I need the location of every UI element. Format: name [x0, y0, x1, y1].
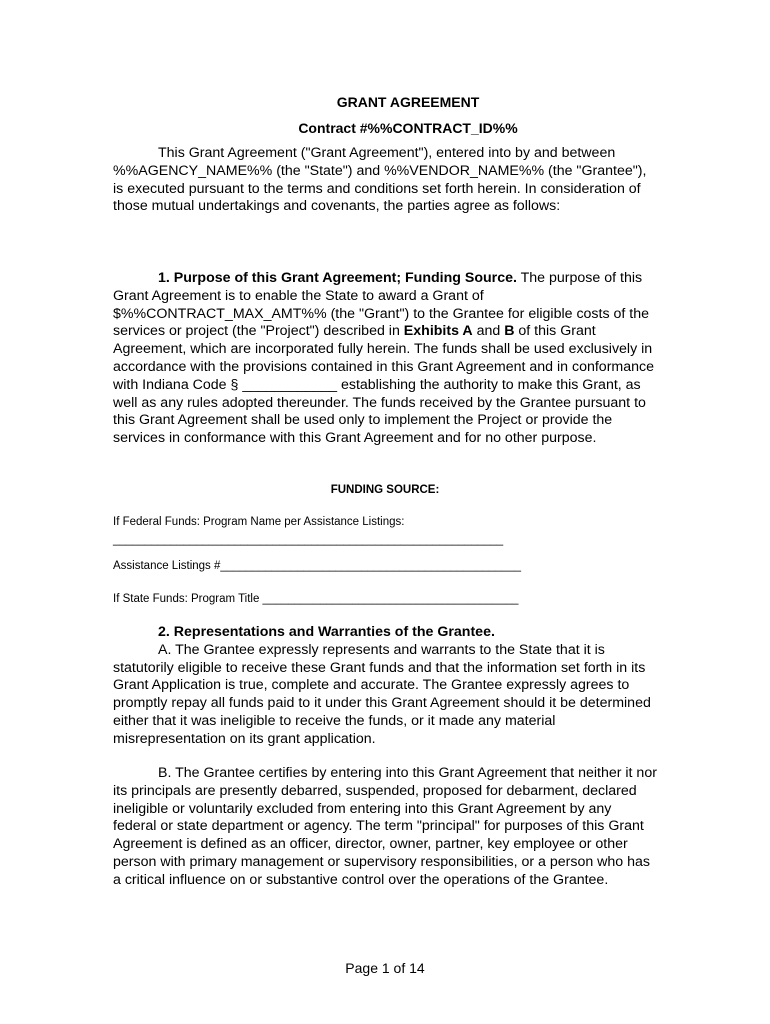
- federal-funds-label: If Federal Funds: Program Name per Assistance Listings:: [113, 516, 405, 528]
- federal-funds-line: _____________________________________________________________: [113, 534, 504, 546]
- section-2-para-b: B. The Grantee certifies by entering into this Grant Agreement that neither it nor its principals are presently debarred, suspended, proposed for debarment, declared ineligible or voluntarily excluded from entering into this Grant Agreement by any federal or state department or agency. The term "principal" for purposes of this Grant Agreement is defined as an officer, director, owner, partner, key employee or other person with primary management or supervisory responsibilities, or a person who has a critical influence on or substantive control over the operations of the Grantee.: [113, 765, 657, 888]
- section-2-para-a: A. The Grantee expressly represents and warrants to the State that it is statutorily eligible to receive these Grant funds and that the information set forth in its Grant Application is true, complete and accurate. The Grantee expressly agrees to promptly repay all funds paid to it under this Grant Agreement should it be determined either that it was ineligible to receive the funds, or it made any material misrepresentation on its grant application.: [113, 641, 651, 747]
- section-1-heading: 1. Purpose of this Grant Agreement; Funding Source.: [158, 270, 517, 286]
- exhibit-a-ref: Exhibits A: [403, 323, 473, 340]
- exhibit-b-ref: B: [504, 323, 515, 340]
- contract-number: Contract #%%CONTRACT_ID%%: [298, 120, 518, 136]
- intro-text: This Grant Agreement ("Grant Agreement"), entered into by and between %%AGENCY_NAME%% (the "State") and %%VENDOR_NAME%% (the "Grantee"), is executed pursuant to the terms and conditions set forth herein. In consideration of those mutual undertakings and covenants, the parties agree as follows:: [113, 145, 647, 215]
- section-1-text-a: The purpose of this Grant Agreement is to enable the State to award a Grant of $%%CONTRACT_MAX_AMT%% (the "Grant") to the Grantee for eligible costs of the services or project (the "Project") described in: [113, 270, 649, 340]
- federal-funds-block: [113, 513, 583, 549]
- assistance-listings-line: Assistance Listings #_______________________________________________: [113, 560, 521, 572]
- section-1-text-b: of this Grant Agreement, which are incorporated fully herein. The funds shall be used exclusively in accordance with the provisions contained in this Grant Agreement and in conformance with Indiana Code § ____________ establishing the authority to make this Grant, as well as any rules adopted thereunder. The funds received by the Grantee pursuant to this Grant Agreement shall be used only to implement the Project or provide the services in conformance with this Grant Agreement and for no other purpose.: [113, 323, 655, 447]
- and-word: and: [472, 323, 505, 340]
- document-title: GRANT AGREEMENT: [336, 94, 480, 110]
- section-2-heading: 2. Representations and Warranties of the Grantee.: [158, 624, 495, 640]
- section-2-block: [113, 624, 658, 749]
- funding-source-heading: FUNDING SOURCE:: [330, 484, 440, 496]
- page-number: Page 1 of 14: [345, 960, 425, 976]
- section-2-para-b-block: [113, 765, 658, 890]
- intro-paragraph: [113, 145, 658, 216]
- section-1-paragraph: [113, 270, 658, 448]
- state-funds-line: If State Funds: Program Title ________________________________________: [113, 593, 519, 605]
